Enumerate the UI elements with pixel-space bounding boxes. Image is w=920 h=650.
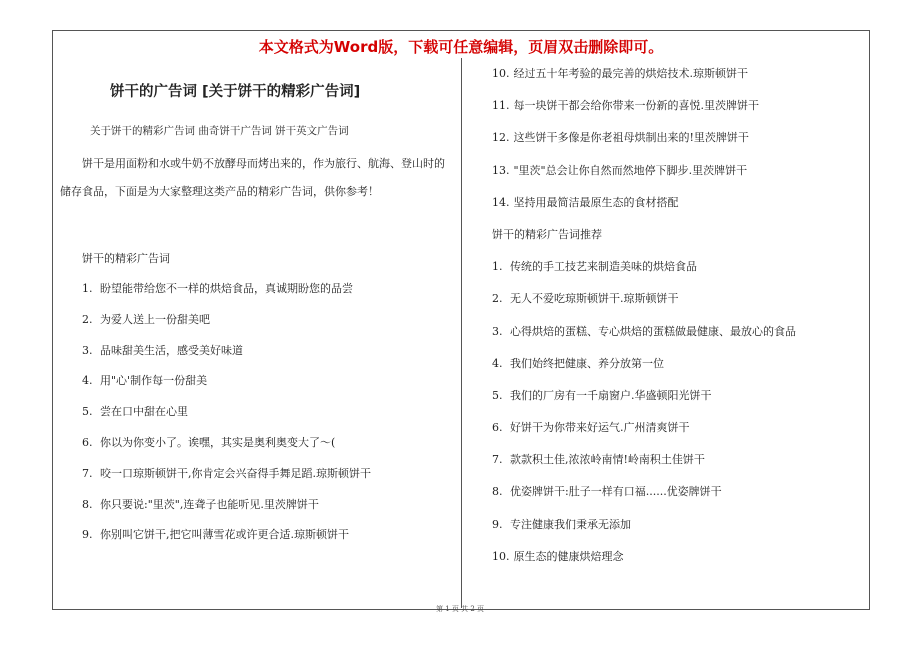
document-title: 饼干的广告词 [关于饼干的精彩广告词] xyxy=(110,84,361,100)
list-item: 7. 咬一口琼斯顿饼干,你肯定会兴奋得手舞足蹈.琼斯顿饼干 xyxy=(82,466,371,480)
right-column xyxy=(492,65,862,580)
list-item: 7. 款款积土佳,浓浓岭南情!岭南积土佳饼干 xyxy=(492,453,705,467)
section-heading-ads: 饼干的精彩广告词 xyxy=(82,252,170,265)
list-item: 6. 你以为你变小了。诶嘿，其实是奥利奥变大了～( xyxy=(82,435,336,449)
list-item: 8. 你只要说:"里茨",连聋子也能听见.里茨牌饼干 xyxy=(82,497,319,511)
ad-list-1-continued xyxy=(492,65,862,226)
list-item: 3. 品味甜美生活，感受美好味道 xyxy=(82,343,243,357)
page-footer: 第 1 页 共 2 页 xyxy=(435,605,485,613)
section-heading-recommended: 饼干的精彩广告词推荐 xyxy=(492,227,602,241)
left-column xyxy=(60,80,455,557)
intro-paragraph: 饼干是用面粉和水或牛奶不放酵母而烤出来的，作为旅行、航海、登山时的储存食品，下面是为大家整理这类产品的精彩广告词，供你参考！ xyxy=(60,157,445,198)
header-banner: 本文格式为Word版，下载可任意编辑，页眉双击删除即可。 xyxy=(258,38,664,56)
list-item: 1. 盼望能带给您不一样的烘焙食品，真诚期盼您的品尝 xyxy=(82,282,353,295)
list-item: 10. 原生态的健康烘焙理念 xyxy=(492,549,624,563)
ad-list-2 xyxy=(492,258,862,580)
column-divider xyxy=(461,58,462,608)
ad-list-1 xyxy=(60,280,455,557)
list-item: 6. 好饼干为你带来好运气.广州清爽饼干 xyxy=(492,421,690,435)
list-item: 4. 用"心'制作每一份甜美 xyxy=(82,374,208,388)
list-item: 12. 这些饼干多像是你老祖母烘制出来的!里茨牌饼干 xyxy=(492,131,749,145)
list-item: 5. 尝在口中甜在心里 xyxy=(82,405,188,419)
list-item: 5. 我们的厂房有一千扇窗户.华盛顿阳光饼干 xyxy=(492,388,712,402)
list-item: 9. 你别叫它饼干,把它叫薄雪花或许更合适.琼斯顿饼干 xyxy=(82,528,349,542)
list-item: 13. "里茨"总会让你自然而然地停下脚步.里茨牌饼干 xyxy=(492,163,748,177)
list-item: 14. 坚持用最简洁最原生态的食材搭配 xyxy=(492,195,679,209)
list-item: 1. 传统的手工技艺来制造美味的烘焙食品 xyxy=(492,260,697,274)
list-item: 4. 我们始终把健康、养分放第一位 xyxy=(492,356,664,370)
list-item: 8. 优姿牌饼干:肚子一样有口福......优姿牌饼干 xyxy=(492,485,722,499)
list-item: 2. 无人不爱吃琼斯顿饼干.琼斯顿饼干 xyxy=(492,292,679,306)
list-item: 3. 心得烘焙的蛋糕、专心烘焙的蛋糕做最健康、最放心的食品 xyxy=(492,324,796,338)
list-item: 9. 专注健康我们秉承无添加 xyxy=(492,517,631,531)
list-item: 2. 为爱人送上一份甜美吧 xyxy=(82,312,210,326)
list-item: 10. 经过五十年考验的最完善的烘焙技术.琼斯顿饼干 xyxy=(492,67,748,80)
list-item: 11. 每一块饼干都会给你带来一份新的喜悦.里茨牌饼干 xyxy=(492,99,759,113)
subtitle-keywords: 关于饼干的精彩广告词 曲奇饼干广告词 饼干英文广告词 xyxy=(90,125,349,137)
